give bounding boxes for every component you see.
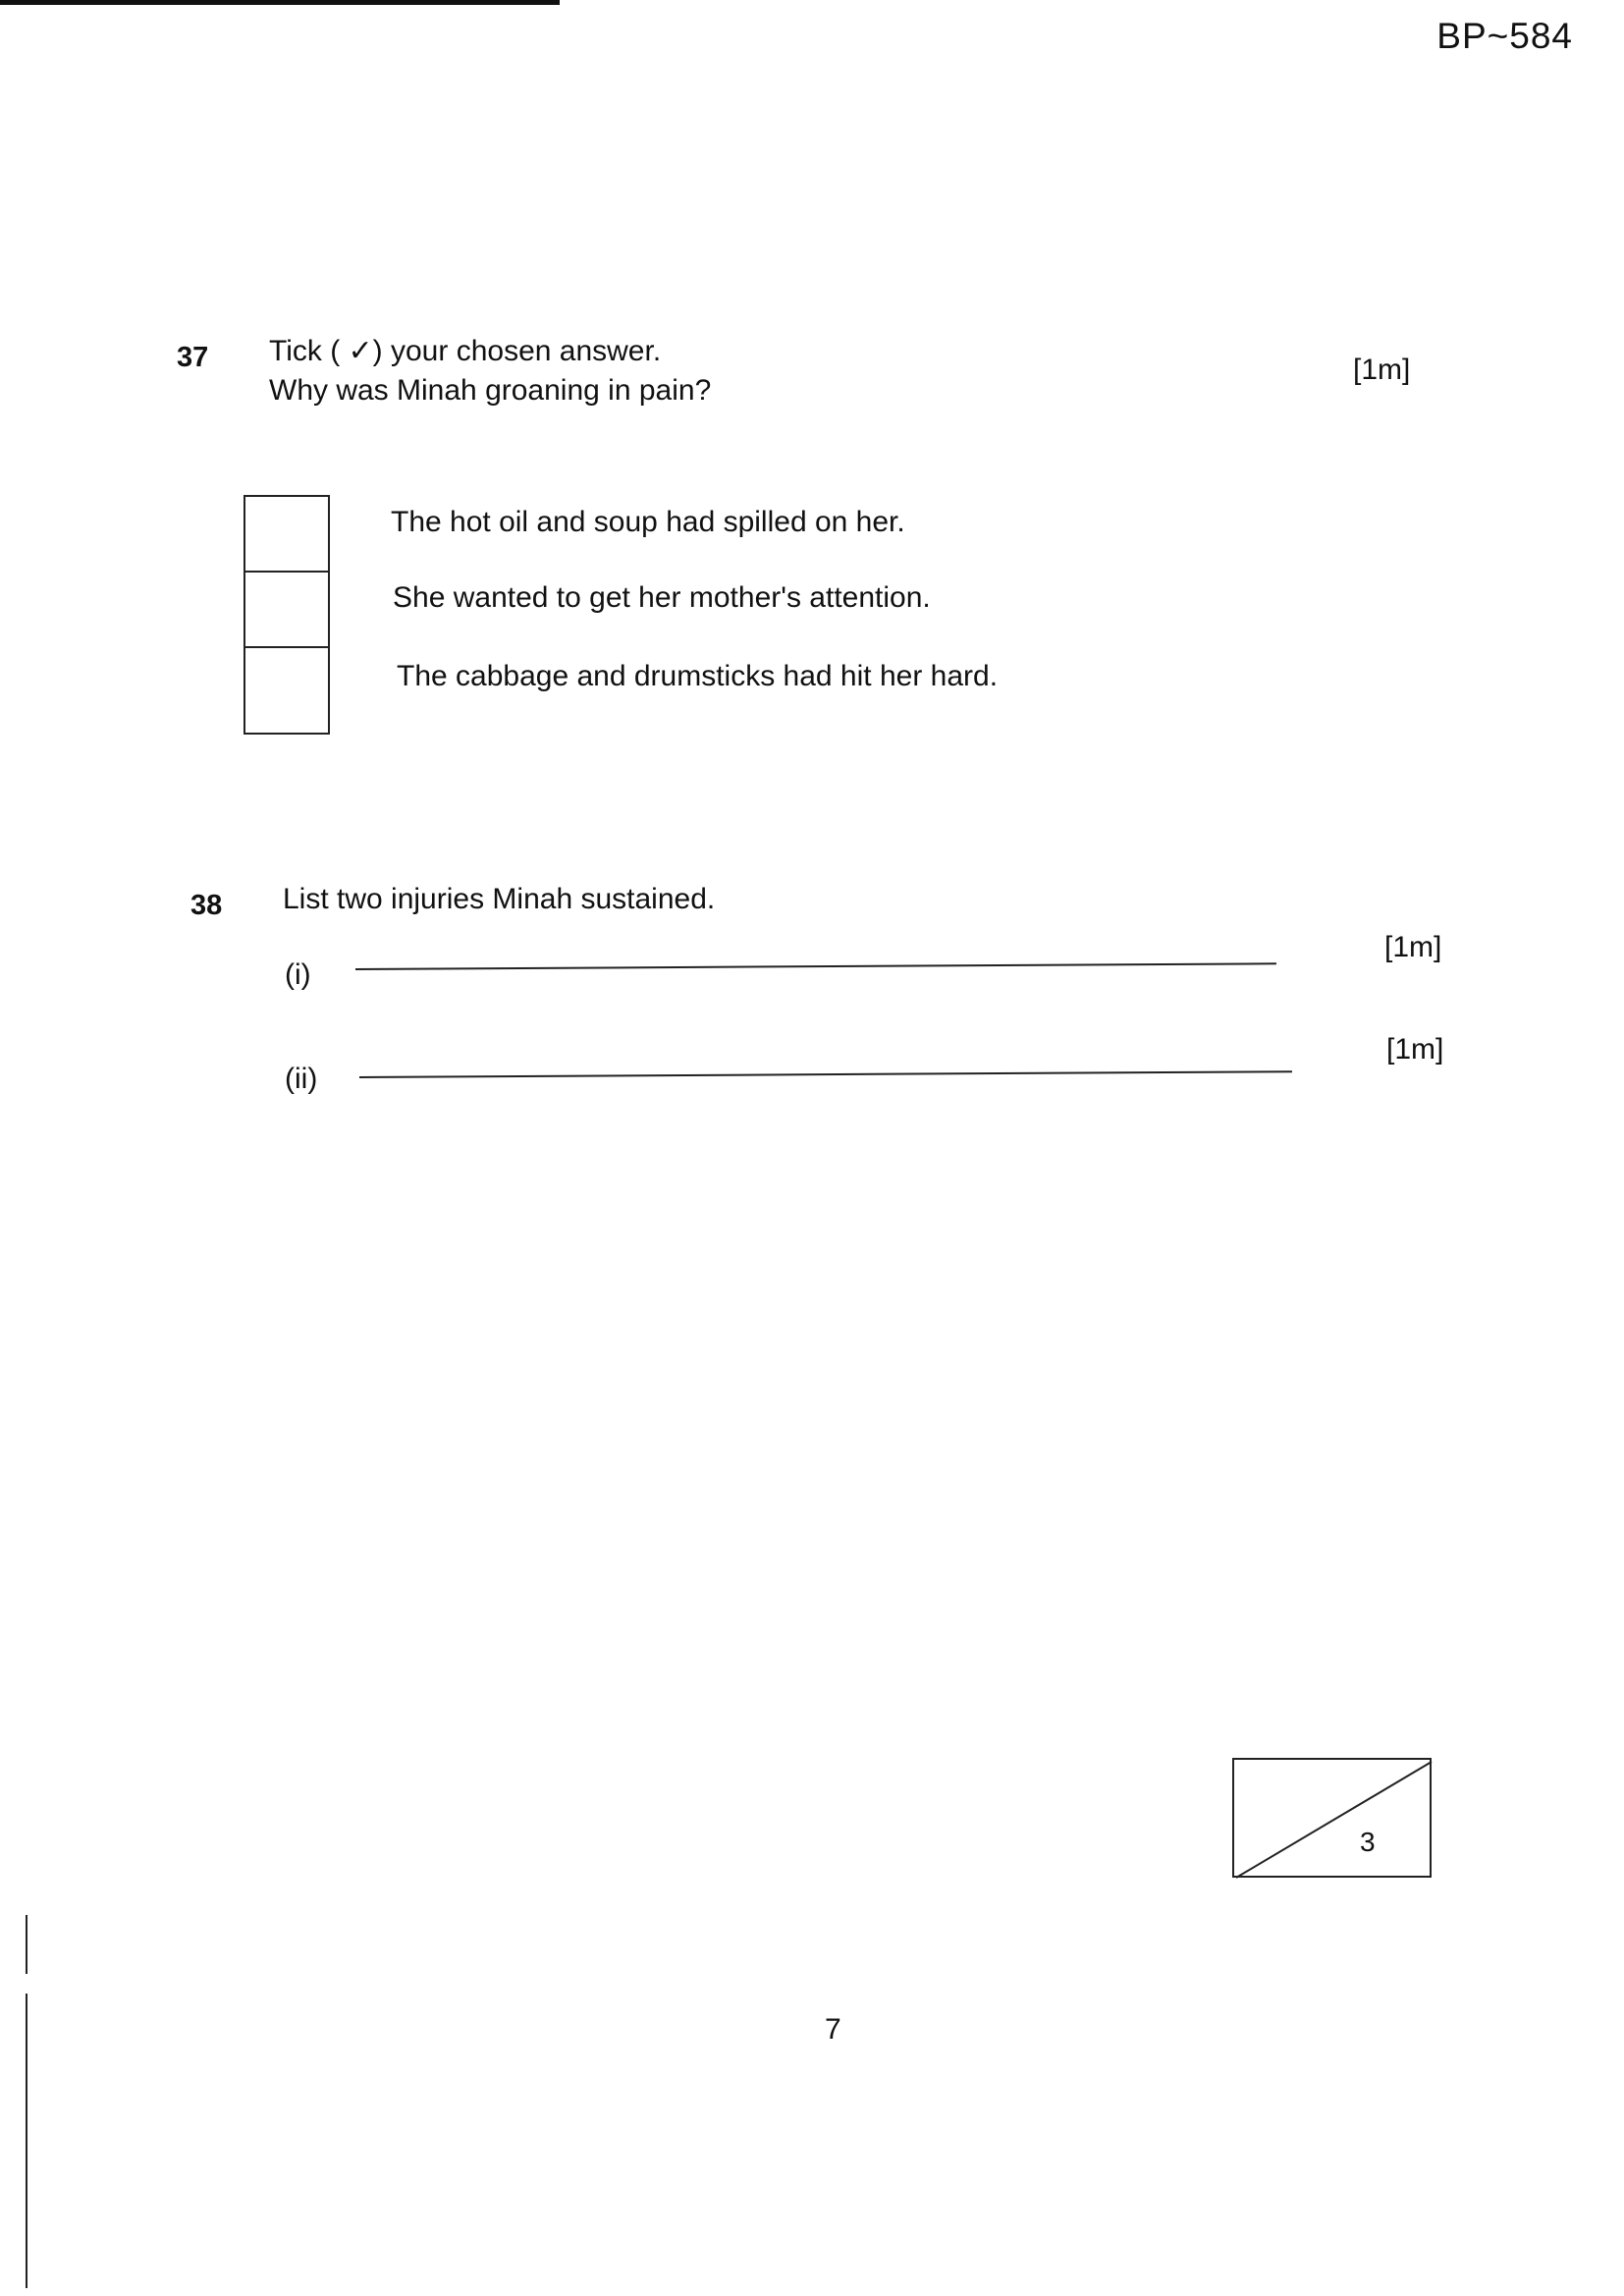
page-number: 7 [825,2013,841,2046]
score-box-value: 3 [1360,1827,1376,1857]
page-code: BP~584 [1436,16,1573,56]
left-edge-rule [26,1994,27,2288]
part-ii-label: (ii) [285,1063,318,1095]
question-37-text: Why was Minah groaning in pain? [269,374,712,407]
answer-option-3: The cabbage and drumsticks had hit her hard. [397,660,999,692]
part-ii-marks: [1m] [1386,1033,1444,1066]
answer-line-i[interactable] [355,962,1276,970]
answer-checkbox-3[interactable] [244,646,330,735]
question-38-text: List two injuries Minah sustained. [283,883,716,915]
left-edge-rule [26,1915,27,1974]
question-37-instruction: Tick ( ✓) your chosen answer. [269,335,662,367]
part-i-marks: [1m] [1384,931,1442,963]
question-37-marks: [1m] [1353,354,1411,386]
answer-option-2: She wanted to get her mother's attention. [393,581,931,614]
top-edge-rule [0,0,560,5]
score-box [1232,1758,1432,1878]
question-37-number: 37 [177,342,209,373]
answer-option-1: The hot oil and soup had spilled on her. [391,506,905,538]
answer-checkbox-2[interactable] [244,571,330,648]
answer-checkbox-1[interactable] [244,495,330,573]
question-38-number: 38 [190,890,223,921]
answer-line-ii[interactable] [359,1070,1292,1078]
part-i-label: (i) [285,958,311,991]
score-box-diagonal [1234,1760,1434,1880]
